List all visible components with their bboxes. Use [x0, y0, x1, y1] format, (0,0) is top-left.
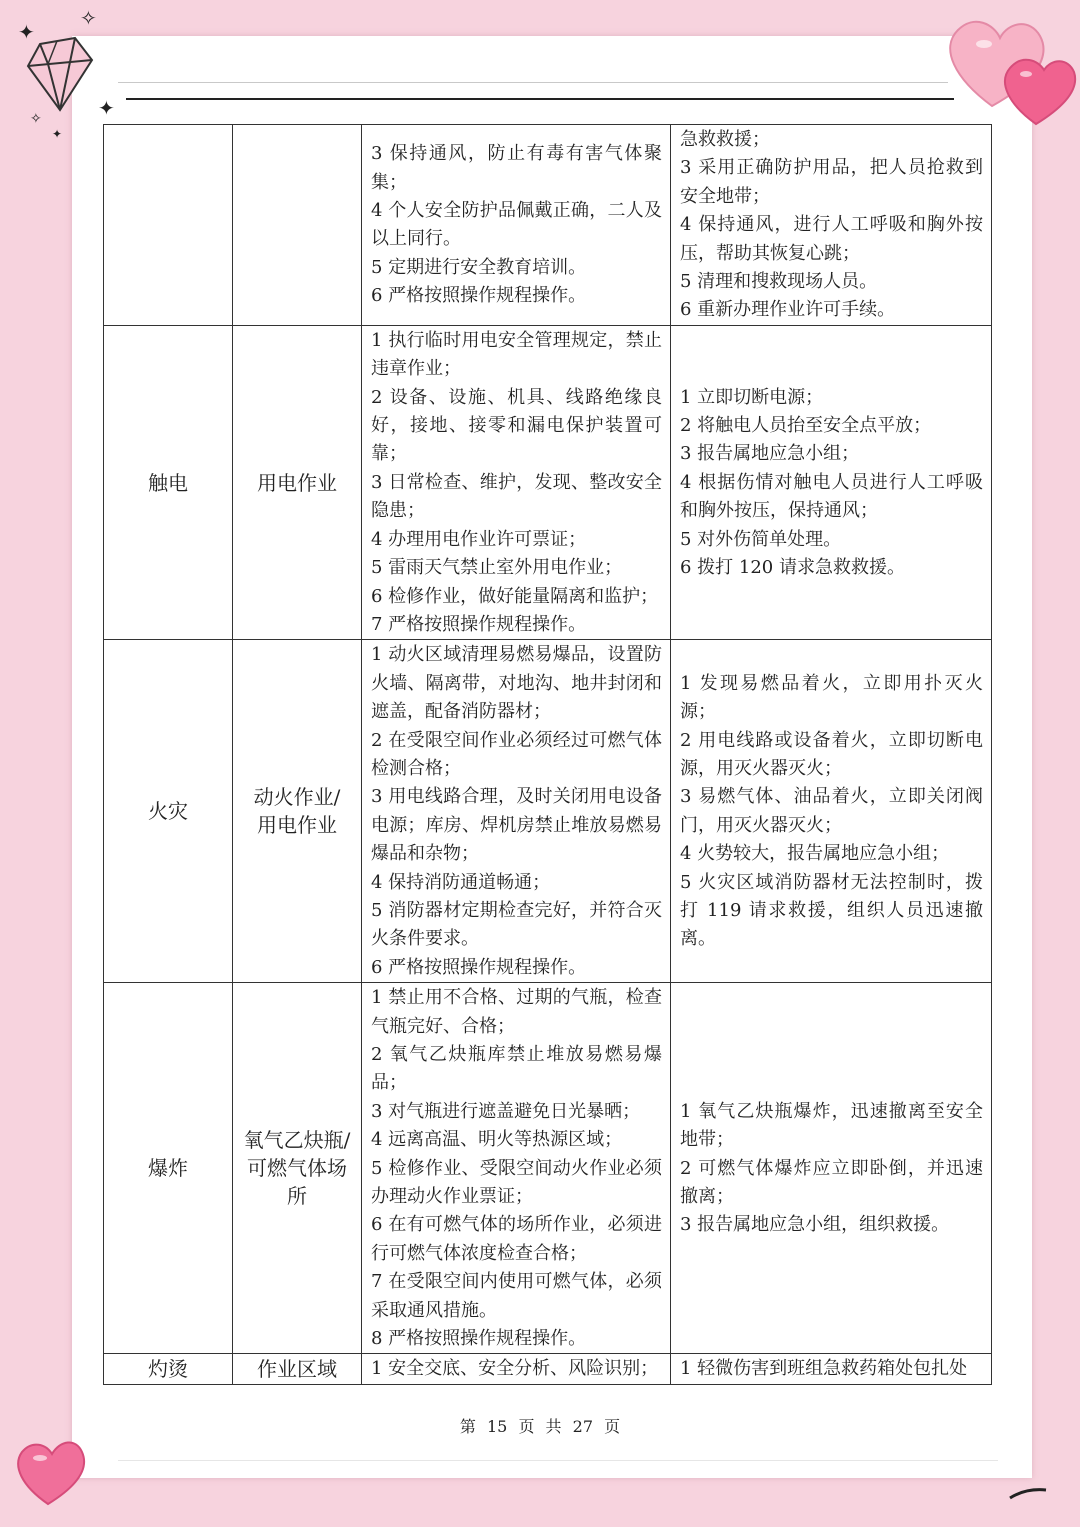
emergency-measure-item: 急救救援； [680, 129, 770, 150]
prevention-measure-item: 6 严格按照操作规程操作。 [371, 956, 587, 978]
emergency-measure-item: 2 将触电人员抬至安全点平放； [680, 415, 932, 437]
sparkle-icon: ✧ [30, 111, 42, 127]
prevention-measure-item: 1 执行临时用电安全管理规定，禁止违章作业； [371, 329, 662, 380]
emergency-measures-cell [671, 640, 992, 983]
emergency-measure-item: 3 采用正确防护用品，把人员抢救到安全地带； [680, 157, 983, 207]
table-row [104, 1354, 992, 1384]
hazard-category-cell [104, 125, 233, 326]
prevention-measures-cell [362, 640, 671, 983]
prevention-measure-item: 5 定期进行安全教育培训。 [371, 256, 587, 278]
emergency-measures-cell [671, 1354, 992, 1384]
prevention-measures-cell [362, 325, 671, 639]
emergency-measures-cell [671, 983, 992, 1354]
page-footer [0, 1414, 1080, 1437]
prevention-measure-item: 6 检修作业，做好能量隔离和监护； [371, 585, 659, 607]
prevention-measure-item: 4 个人安全防护品佩戴正确，二人及以上同行。 [371, 200, 662, 250]
emergency-measure-item: 3 易燃气体、油品着火，立即关闭阀门，用灭火器灭火； [680, 786, 983, 836]
heart-icon [12, 1430, 92, 1510]
prevention-measure-item: 4 远离高温、明火等热源区域； [371, 1129, 623, 1151]
emergency-measure-item: 2 用电线路或设备着火，立即切断电源，用灭火器灭火； [680, 729, 983, 779]
emergency-measure-item: 3 报告属地应急小组； [680, 443, 860, 465]
total-pages-number: 27 [572, 1417, 594, 1436]
footer-total-label: 共 [545, 1417, 562, 1436]
table-row [104, 125, 992, 326]
footer-page-label: 第 [459, 1417, 476, 1436]
sparkle-icon: ✦ [52, 127, 63, 141]
emergency-measure-item: 5 清理和搜救现场人员。 [680, 271, 878, 293]
emergency-measures-cell [671, 325, 992, 639]
emergency-measure-item: 6 重新办理作业许可手续。 [680, 299, 896, 321]
emergency-measure-item: 2 可燃气体爆炸应立即卧倒，并迅速撤离； [680, 1157, 983, 1208]
prevention-measure-item: 1 动火区域清理易燃易爆品，设置防火墙、隔离带，对地沟、地井封闭和遮盖，配备消防器材； [371, 644, 662, 723]
prevention-measure-item: 3 日常检查、维护，发现、整改安全隐患； [371, 471, 662, 522]
hazard-category-cell: 爆炸 [104, 983, 233, 1354]
pen-stroke-icon [1008, 1486, 1048, 1502]
prevention-measure-item: 3 保持通风，防止有毒有害气体聚集； [371, 143, 662, 193]
prevention-measure-item: 5 消防器材定期检查完好，并符合灭火条件要求。 [371, 899, 662, 950]
emergency-measure-item: 5 对外伤简单处理。 [680, 528, 842, 550]
emergency-measure-item: 4 保持通风，进行人工呼吸和胸外按压，帮助其恢复心跳； [680, 214, 983, 264]
current-page-number: 15 [486, 1417, 508, 1436]
prevention-measure-item: 1 禁止用不合格、过期的气瓶，检查气瓶完好、合格； [371, 987, 662, 1037]
prevention-measure-item: 2 氧气乙炔瓶库禁止堆放易燃易爆品； [371, 1044, 662, 1094]
footer-page-unit: 页 [518, 1417, 535, 1436]
table-row [104, 640, 992, 983]
hazard-category-cell: 触电 [104, 325, 233, 639]
prevention-measure-item: 8 严格按照操作规程操作。 [371, 1328, 587, 1350]
emergency-measures-cell [671, 125, 992, 326]
prevention-measure-item: 4 保持消防通道畅通； [371, 871, 551, 893]
emergency-measure-item: 1 发现易燃品着火，立即用扑灭火源； [680, 672, 983, 723]
prevention-measures-cell [362, 983, 671, 1354]
emergency-measure-item: 1 氧气乙炔瓶爆炸，迅速撤离至安全地带； [680, 1100, 983, 1151]
work-type-cell: 作业区域 [233, 1354, 362, 1384]
footer-rule [118, 1460, 998, 1461]
emergency-measure-item: 3 报告属地应急小组，组织救援。 [680, 1214, 950, 1236]
footer-total-unit: 页 [604, 1417, 621, 1436]
prevention-measure-item: 3 对气瓶进行遮盖避免日光暴晒； [371, 1100, 641, 1122]
prevention-measures-cell [362, 125, 671, 326]
emergency-measure-item: 6 拨打 120 请求急救救援。 [680, 557, 905, 579]
prevention-measure-item: 3 用电线路合理，及时关闭用电设备电源；库房、焊机房禁止堆放易燃易爆品和杂物； [371, 786, 662, 865]
work-type-cell: 动火作业/用电作业 [233, 640, 362, 983]
sparkle-icon: ✧ [80, 6, 97, 30]
emergency-measure-item: 1 立即切断电源； [680, 386, 824, 408]
emergency-measure-item: 4 根据伤情对触电人员进行人工呼吸和胸外按压，保持通风； [680, 471, 983, 522]
prevention-measure-item: 5 检修作业、受限空间动火作业必须办理动火作业票证； [371, 1157, 662, 1208]
prevention-measure-item: 2 设备、设施、机具、线路绝缘良好，接地、接零和漏电保护装置可靠； [371, 386, 662, 465]
table-row [104, 325, 992, 639]
emergency-measure-item: 1 轻微伤害到班组急救药箱处包扎处 [680, 1358, 968, 1380]
prevention-measure-item: 2 在受限空间作业必须经过可燃气体检测合格； [371, 729, 662, 779]
header-rule-light [118, 82, 948, 83]
prevention-measure-item: 7 在受限空间内使用可燃气体，必须采取通风措施。 [371, 1271, 662, 1321]
work-type-cell [233, 125, 362, 326]
prevention-measure-item: 6 严格按照操作规程操作。 [371, 285, 587, 307]
work-type-cell: 氧气乙炔瓶/可燃气体场所 [233, 983, 362, 1354]
sparkle-icon: ✦ [18, 20, 35, 44]
hazard-table [103, 124, 992, 1385]
table-row [104, 983, 992, 1354]
emergency-measure-item: 4 火势较大，报告属地应急小组； [680, 843, 950, 865]
prevention-measure-item: 4 办理用电作业许可票证； [371, 528, 587, 550]
prevention-measure-item: 6 在有可燃气体的场所作业，必须进行可燃气体浓度检查合格； [371, 1214, 662, 1264]
work-type-cell: 用电作业 [233, 325, 362, 639]
prevention-measure-item: 5 雷雨天气禁止室外用电作业； [371, 557, 623, 579]
prevention-measure-item: 7 严格按照操作规程操作。 [371, 613, 587, 635]
header-rule [126, 98, 954, 100]
hazard-category-cell: 灼烫 [104, 1354, 233, 1384]
prevention-measures-cell [362, 1354, 671, 1384]
prevention-measure-item: 1 安全交底、安全分析、风险识别； [371, 1358, 659, 1380]
hazard-category-cell: 火灾 [104, 640, 233, 983]
sparkle-icon: ✦ [98, 96, 115, 120]
heart-icon [944, 8, 1080, 128]
emergency-measure-item: 5 火灾区域消防器材无法控制时，拨打 119 请求救援，组织人员迅速撤离。 [680, 871, 983, 950]
